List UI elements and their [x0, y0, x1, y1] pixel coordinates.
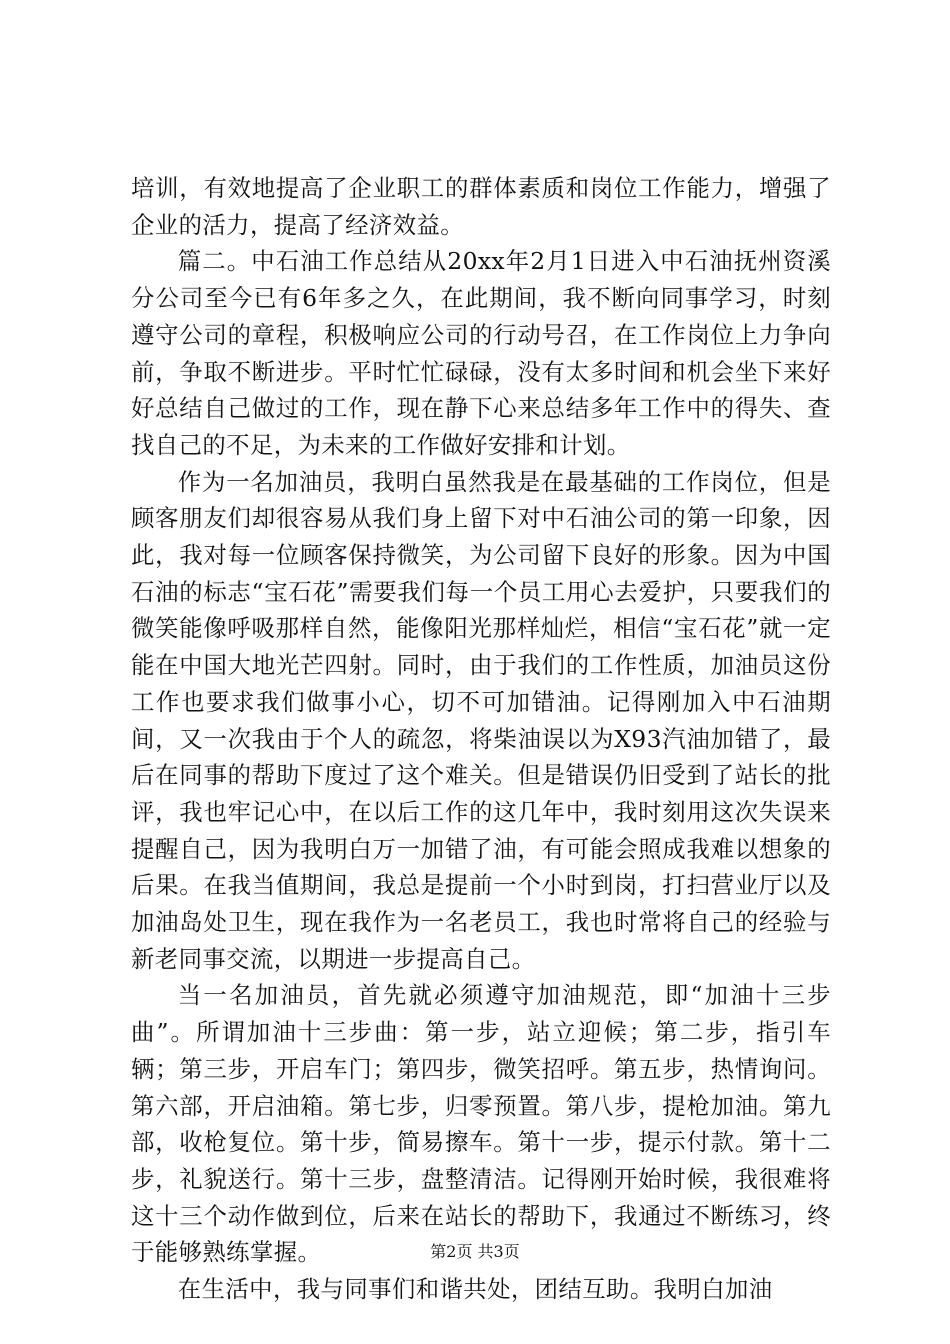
page-number-label: 第2页 共3页	[430, 1242, 520, 1261]
document-body	[131, 170, 831, 1308]
page-footer	[0, 1242, 950, 1262]
paragraph-2: 篇二。中石油工作总结从20xx年2月1日进入中石油抚州资溪分公司至今已有6年多之久，在此期间，我不断向同事学习，时刻遵守公司的章程，积极响应公司的行动号召，在工作岗位上力争向前，争取不断进步。平时忙忙碌碌，没有太多时间和机会坐下来好好总结自己做过的工作，现在静下心来总结多年工作中的得失、查找自己的不足，为未来的工作做好安排和计划。	[131, 247, 831, 459]
paragraph-5: 在生活中，我与同事们和谐共处，团结互助。我明白加油	[177, 1275, 773, 1304]
paragraph-4: 当一名加油员，首先就必须遵守加油规范，即“加油十三步曲”。所谓加油十三步曲：第一步，站立迎候；第二步，指引车辆；第三步，开启车门；第四步，微笑招呼。第五步，热情询问。第六部，开启油箱。第七步，归零预置。第八步，提枪加油。第九部，收枪复位。第十步，简易擦车。第十一步，提示付款。第十二步，礼貌送行。第十三步，盘整清洁。记得刚开始时候，我很难将这十三个动作做到位，后来在站长的帮助下，我通过不断练习，终于能够熟练掌握。	[131, 981, 831, 1267]
paragraph-3: 作为一名加油员，我明白虽然我是在最基础的工作岗位，但是顾客朋友们却很容易从我们身上留下对中石油公司的第一印象，因此，我对每一位顾客保持微笑，为公司留下良好的形象。因为中国石油的标志“宝石花”需要我们每一个员工用心去爱护，只要我们的微笑能像呼吸那样自然，能像阳光那样灿烂，相信“宝石花”就一定能在中国大地光芒四射。同时，由于我们的工作性质，加油员这份工作也要求我们做事小心，切不可加错油。记得刚加入中石油期间，又一次我由于个人的疏忽，将柴油误以为X93汽油加错了，最后在同事的帮助下度过了这个难关。但是错误仍旧受到了站长的批评，我也牢记心中，在以后工作的这几年中，我时刻用这次失误来提醒自己，因为我明白万一加错了油，有可能会照成我难以想象的后果。在我当值期间，我总是提前一个小时到岗，打扫营业厅以及加油岛处卫生，现在我作为一名老员工，我也时常将自己的经验与新老同事交流，以期进一步提高自己。	[131, 467, 831, 973]
paragraph-1: 培训，有效地提高了企业职工的群体素质和岗位工作能力，增强了企业的活力，提高了经济效益。	[131, 174, 831, 239]
